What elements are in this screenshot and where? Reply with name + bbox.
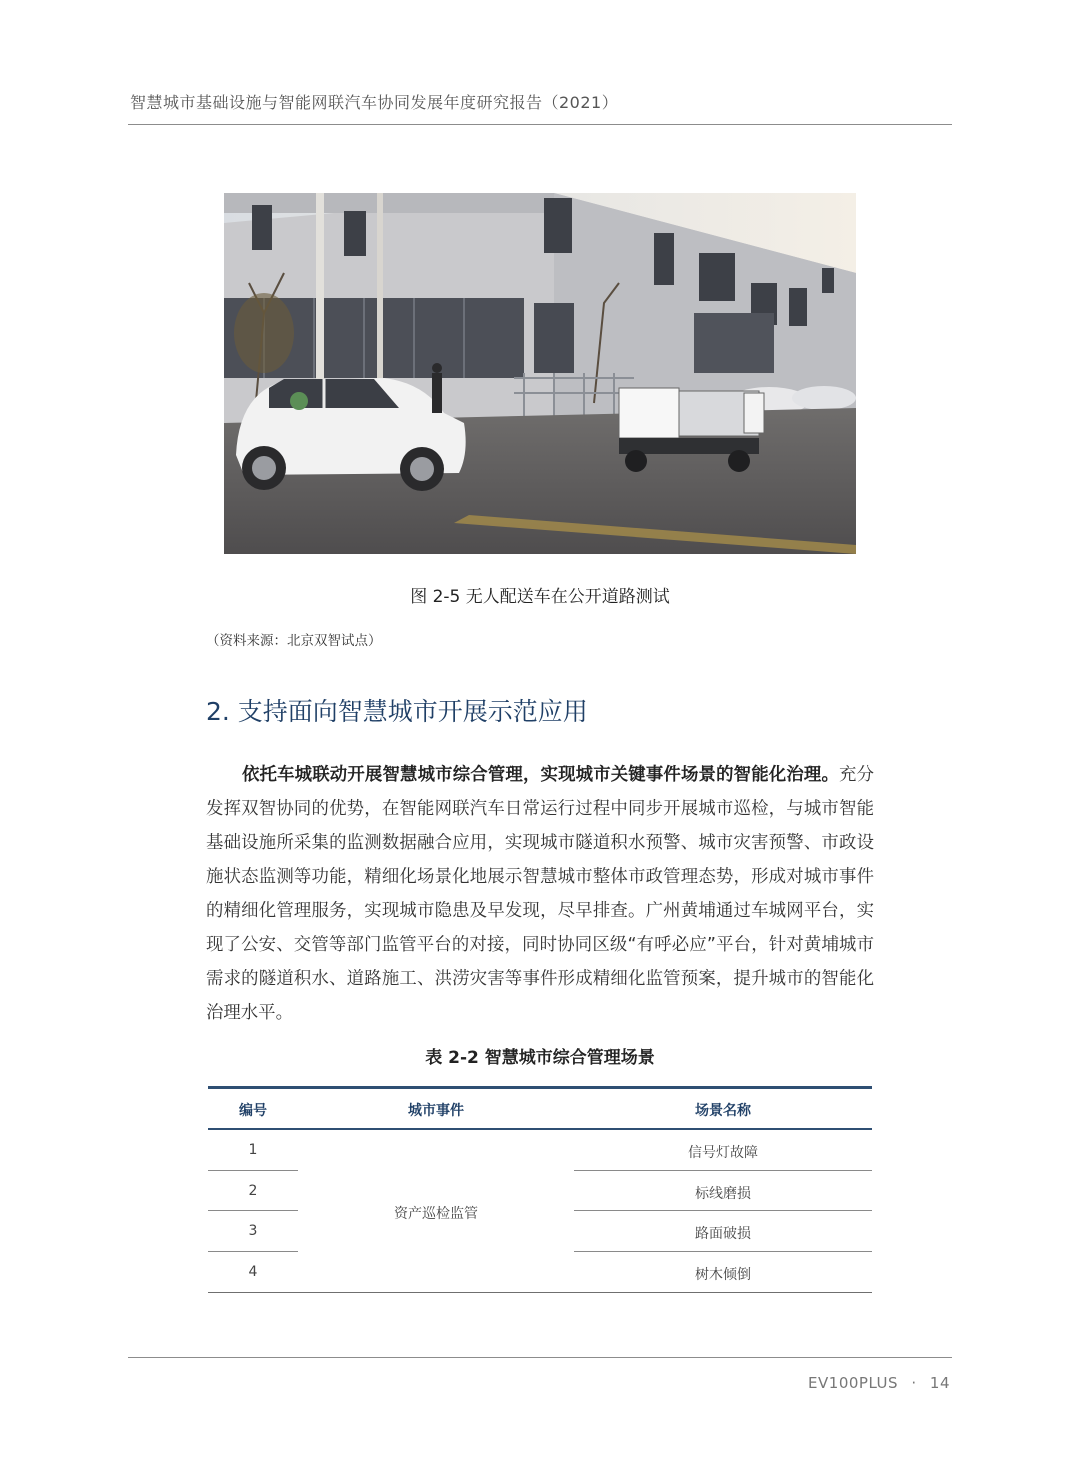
table-header-rule [208,1128,872,1130]
figure-source: （资料来源：北京双智试点） [206,633,382,649]
table-cell-scene: 路面破损 [695,1226,751,1242]
section-heading: 2. 支持面向智慧城市开展示范应用 [206,697,588,726]
scenario-table [208,1086,872,1294]
table-header-scene: 场景名称 [695,1103,751,1119]
table-cell-id: 4 [248,1264,258,1280]
table-header-event: 城市事件 [408,1103,464,1119]
table-cell-scene: 信号灯故障 [688,1145,758,1161]
table-cell-id: 2 [248,1183,258,1199]
page-number: 14 [929,1374,950,1392]
footer-separator: · [911,1374,917,1392]
row-divider [208,1251,298,1252]
table-cell-scene: 标线磨损 [695,1186,751,1202]
footer-brand: EV100PLUS [808,1374,899,1392]
row-divider [574,1170,872,1171]
paragraph-body: 充分发挥双智协同的优势，在智能网联汽车日常运行过程中同步开展城市巡检，与城市智能基础设施所采集的监测数据融合应用，实现城市隧道积水预警、城市灾害预警、市政设施状态监测等功能，精细化场景化地展示智慧城市整体市政管理态势，形成对城市事件的精细化管理服务，实现城市隐患及早发现，尽早排查。广州黄埔通过车城网平台，实现了公安、交管等部门监管平台的对接，同时协同区级“有呼必应”平台，针对黄埔城市需求的隧道积水、道路施工、洪涝灾害等事件形成精细化监管预案，提升城市的智能化治理水平。 [206,765,874,1023]
figure-photo [224,193,856,554]
header-divider [128,124,952,125]
table-caption: 表 2-2 智慧城市综合管理场景 [425,1048,655,1068]
row-divider [574,1251,872,1252]
row-divider [574,1210,872,1211]
table-cell-id: 3 [248,1223,258,1239]
figure-caption: 图 2-5 无人配送车在公开道路测试 [410,587,670,607]
table-header-id: 编号 [239,1103,267,1119]
table-cell-event: 资产巡检监管 [394,1206,478,1222]
running-header: 智慧城市基础设施与智能网联汽车协同发展年度研究报告（2021） [130,93,619,112]
table-bottom-rule [208,1292,872,1293]
row-divider [208,1170,298,1171]
footer-divider [128,1357,952,1358]
body-paragraph [206,758,874,1030]
row-divider [208,1210,298,1211]
paragraph-lead: 依托车城联动开展智慧城市综合管理，实现城市关键事件场景的智能化治理。 [242,765,840,785]
table-cell-id: 1 [248,1142,258,1158]
table-top-rule [208,1086,872,1089]
table-cell-scene: 树木倾倒 [695,1267,751,1283]
page-footer [808,1374,950,1392]
